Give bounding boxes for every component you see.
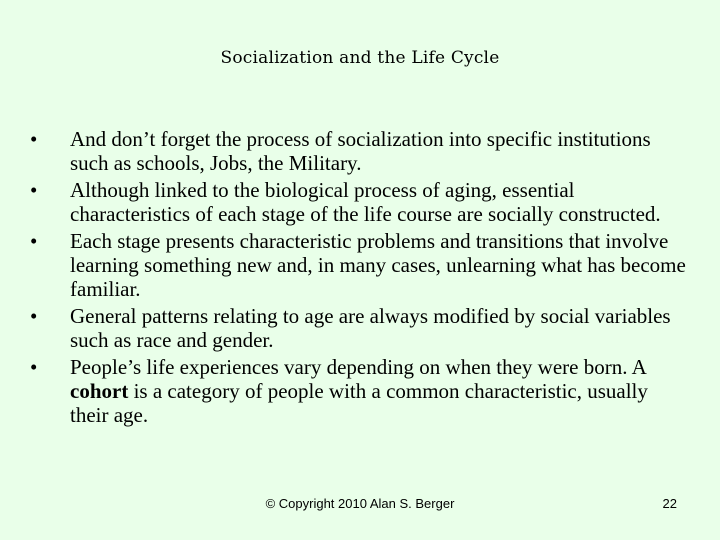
bullet-text: And don’t forget the process of socialization into specific institutions such as schools, Jobs, the Military.: [70, 127, 651, 175]
slide-title: Socialization and the Life Cycle: [220, 48, 500, 68]
bullet-text: [70, 355, 648, 427]
bullet-text: Although linked to the biological process of aging, essential characteristics of each stage of the life course are socially constructed.: [70, 178, 661, 226]
bullet-icon: •: [30, 355, 38, 379]
bullet-icon: •: [30, 229, 38, 253]
bullet-item: [30, 127, 690, 175]
bullet-icon: •: [30, 304, 38, 328]
copyright-text: © Copyright 2010 Alan S. Berger: [265, 496, 455, 511]
bullet-item: [30, 355, 690, 427]
bullet-item: [30, 178, 690, 226]
bullet-item: [30, 304, 690, 352]
bullet-icon: •: [30, 127, 38, 151]
bullet-text: Each stage presents characteristic problems and transitions that involve learning something new and, in many cases, unlearning what has become familiar.: [70, 229, 686, 301]
bullet-icon: •: [30, 178, 38, 202]
bullet-text-part: People’s life experiences vary depending on when they were born. A: [70, 355, 646, 379]
cohort-term: cohort: [70, 379, 129, 403]
bullet-text-part: is a category of people with a common characteristic, usually their age.: [70, 379, 648, 427]
bullet-item: [30, 229, 690, 301]
bullet-list: [30, 127, 690, 430]
bullet-text: General patterns relating to age are always modified by social variables such as race and gender.: [70, 304, 671, 352]
page-number: 22: [662, 496, 677, 511]
